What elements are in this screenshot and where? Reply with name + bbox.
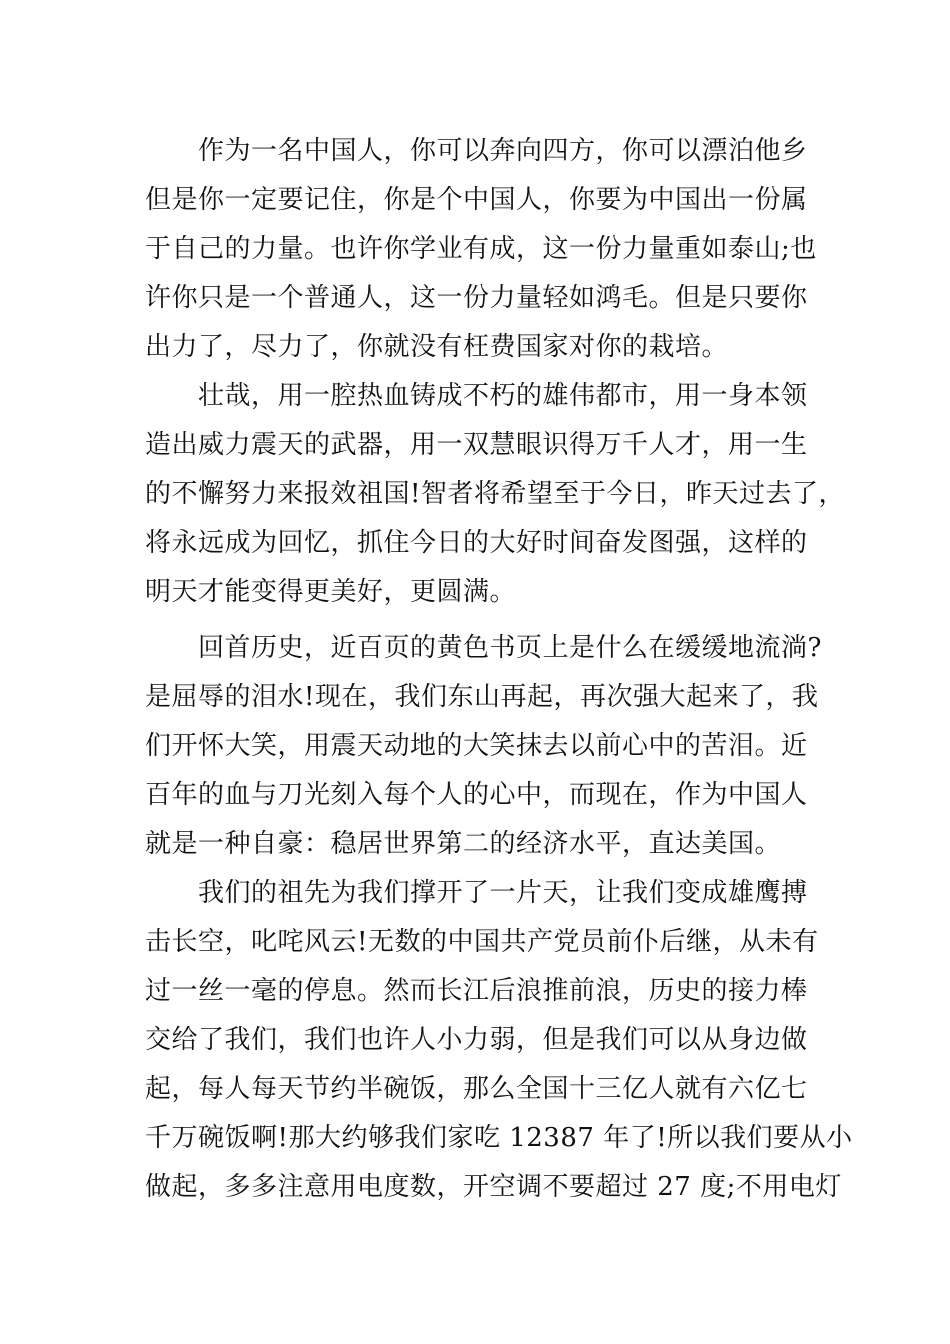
text-line: 但是你一定要记住，你是个中国人，你要为中国出一份属 (145, 185, 808, 215)
text-line: 回首历史，近百页的黄色书页上是什么在缓缓地流淌? (145, 633, 822, 663)
text-line: 做起，多多注意用电度数，开空调不要超过 27 度;不用电灯 (145, 1172, 842, 1202)
text-line: 千万碗饭啊!那大约够我们家吃 12387 年了!所以我们要从小 (145, 1123, 853, 1153)
text-line: 的不懈努力来报效祖国!智者将希望至于今日，昨天过去了， (145, 479, 845, 509)
text-line: 过一丝一毫的停息。然而长江后浪推前浪，历史的接力棒 (145, 976, 808, 1006)
text-line: 起，每人每天节约半碗饭，那么全国十三亿人就有六亿七 (145, 1074, 808, 1104)
text-line: 作为一名中国人，你可以奔向四方，你可以漂泊他乡 (145, 136, 808, 166)
text-line: 击长空，叱咤风云!无数的中国共产党员前仆后继，从未有 (145, 927, 819, 957)
text-line: 将永远成为回忆，抓住今日的大好时间奋发图强，这样的 (145, 528, 808, 558)
text-line: 们开怀大笑，用震天动地的大笑抹去以前心中的苦泪。近 (145, 731, 808, 761)
text-line: 我们的祖先为我们撑开了一片天，让我们变成雄鹰搏 (145, 878, 808, 908)
text-line: 壮哉，用一腔热血铸成不朽的雄伟都市，用一身本领 (145, 381, 808, 411)
text-line: 就是一种自豪：稳居世界第二的经济水平，直达美国。 (145, 829, 782, 859)
text-line: 是屈辱的泪水!现在，我们东山再起，再次强大起来了，我 (145, 682, 819, 712)
text-line: 交给了我们，我们也许人小力弱，但是我们可以从身边做 (145, 1025, 808, 1055)
text-line: 出力了，尽力了，你就没有枉费国家对你的栽培。 (145, 332, 729, 362)
text-line: 造出威力震天的武器，用一双慧眼识得万千人才，用一生 (145, 430, 808, 460)
text-line: 明天才能变得更美好，更圆满。 (145, 577, 517, 607)
text-line: 许你只是一个普通人，这一份力量轻如鸿毛。但是只要你 (145, 283, 808, 313)
text-line: 于自己的力量。也许你学业有成，这一份力量重如泰山;也 (145, 234, 817, 264)
text-line: 百年的血与刀光刻入每个人的心中，而现在，作为中国人 (145, 780, 808, 810)
